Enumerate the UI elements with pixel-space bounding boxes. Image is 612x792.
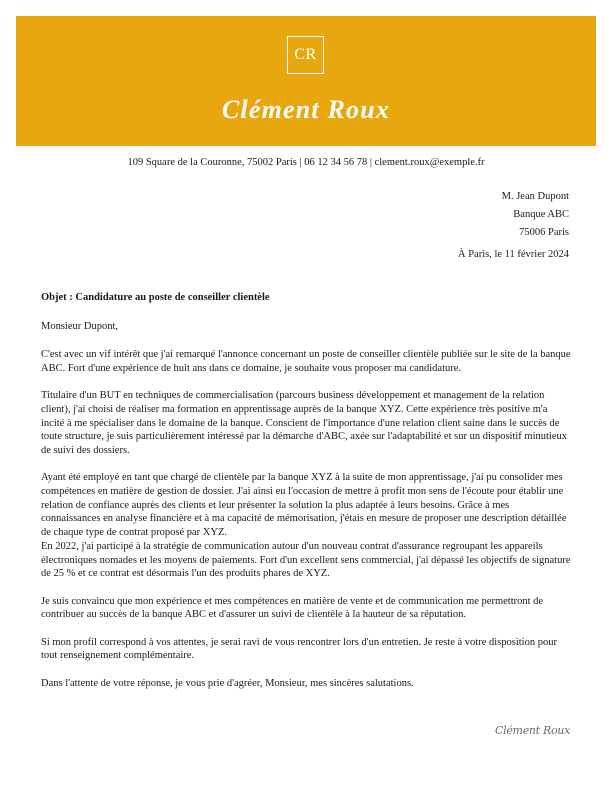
- paragraph-experience: Ayant été employé en tant que chargé de clientèle par la banque XYZ à la suite de mon apprentissage, j'ai pu consolider mes compétences en matière de gestion de dossier. J'ai ainsi eu l'occasion de mettre à profit mon sens de l'écoute pour établir une relation de confiance auprès des clients et leur présenter la solution la plus adaptée à leurs besoins. Grâce à mes connaissances en analyse financière et à ma capacité de mémorisation, j'étais en mesure de proposer une description détaillée de chaque type de contrat proposé par XYZ.: [41, 472, 567, 539]
- paragraph-interview: Si mon profil correspond à vos attentes, je serai ravi de vous rencontrer lors d'un entretien. Je reste à votre disposition pour tout renseignement complémentaire.: [41, 636, 557, 662]
- paragraph-motivation: Je suis convaincu que mon expérience et mes compétences en matière de vente et de communication me permettront de contribuer au succès de la banque ABC et d'assurer un suivi de clientèle à la hauteur de sa réputation.: [41, 595, 544, 621]
- letter-body: [41, 348, 571, 704]
- subject-line: Objet : Candidature au poste de conseiller clientèle: [41, 292, 270, 303]
- monogram-logo: CR: [287, 36, 324, 74]
- recipient-city: 75006 Paris: [519, 227, 569, 238]
- recipient-name: M. Jean Dupont: [501, 191, 569, 202]
- handwritten-signature: Clément Roux: [495, 724, 570, 737]
- date-line: À Paris, le 11 février 2024: [458, 249, 569, 260]
- paragraph-closing: Dans l'attente de votre réponse, je vous prie d'agréer, Monsieur, mes sincères salutations.: [41, 677, 414, 689]
- sender-name: Clément Roux: [221, 95, 391, 124]
- paragraph-intro: C'est avec un vif intérêt que j'ai remarqué l'annonce concernant un poste de conseiller clientèle publiée sur le site de la banque ABC. Fort d'une expérience de huit ans dans ce domaine, je souhaite vous proposer ma candidature.: [41, 349, 571, 374]
- recipient-company: Banque ABC: [513, 209, 569, 220]
- recipient-block: [502, 188, 569, 242]
- paragraph-education: Titulaire d'un BUT en techniques de commercialisation (parcours business développement et management de la relation client), j'ai choisi de réaliser ma formation en apprentissage auprès de la banque XYZ. Cette expérience très positive m'a incité à me spécialiser dans le domaine de la banque. Conscient de l'importance d'une relation client saine dans le succès de toute structure, je suis particulièrement intéressé par la démarche d'ABC, axée sur l'adaptabilité et sur un dispositif minutieux de suivi des dossiers.: [41, 390, 568, 456]
- contact-info: 109 Square de la Couronne, 75002 Paris | 06 12 34 56 78 | clement.roux@exemple.fr: [127, 157, 485, 168]
- paragraph-achievement: En 2022, j'ai participé à la stratégie de communication autour d'un nouveau contrat d'assurance regroupant les appareils électroniques nomades et les moyens de paiements. Fort d'un excellent sens commercial, j'ai dépassé les objectifs de signature de 25 % et ce contrat est désormais l'un des produits phares de XYZ.: [41, 540, 571, 580]
- salutation: Monsieur Dupont,: [41, 321, 118, 332]
